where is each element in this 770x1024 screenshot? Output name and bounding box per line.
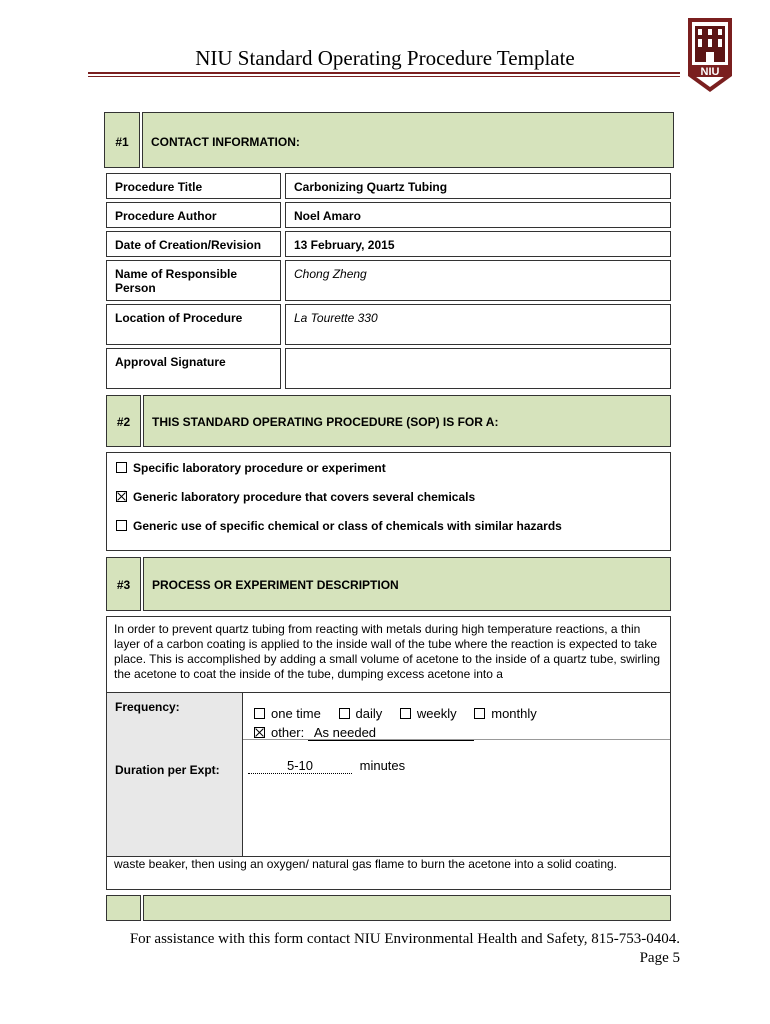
location-value-cell[interactable]	[285, 304, 671, 345]
checkbox-specific-procedure[interactable]	[116, 462, 127, 473]
option-generic-procedure[interactable]	[116, 490, 475, 504]
procedure-title-value: Carbonizing Quartz Tubing	[294, 180, 448, 194]
page-number: Page 5	[639, 950, 680, 966]
location-label: Location of Procedure	[115, 311, 243, 325]
process-description-box	[106, 616, 671, 890]
procedure-title-value-cell[interactable]	[285, 173, 671, 199]
frequency-weekly[interactable]	[400, 706, 457, 721]
sop-type-options	[106, 452, 671, 551]
procedure-title-label: Procedure Title	[115, 180, 203, 194]
footer-contact: For assistance with this form contact NIU Environmental Health and Safety, 815-753-0404.	[129, 931, 680, 947]
procedure-author-label-cell	[106, 202, 281, 228]
page-title: NIU Standard Operating Procedure Template	[195, 46, 575, 70]
frequency-daily[interactable]	[339, 706, 383, 721]
header-rule-thin	[88, 76, 680, 77]
location-value: La Tourette 330	[294, 311, 378, 325]
checkbox-monthly[interactable]	[474, 708, 485, 719]
approval-signature-field[interactable]	[285, 348, 671, 389]
checkbox-generic-procedure-checked[interactable]	[116, 491, 127, 502]
duration-row	[248, 758, 405, 774]
frequency-options-row	[254, 706, 537, 721]
section4-heading-cell	[143, 895, 671, 921]
section4-number-cell	[106, 895, 141, 921]
frequency-monthly[interactable]	[474, 706, 537, 721]
location-label-cell	[106, 304, 281, 345]
date-value-cell[interactable]	[285, 231, 671, 257]
option-specific-procedure-label: Specific laboratory procedure or experiment	[133, 461, 386, 475]
checkbox-other-checked[interactable]	[254, 727, 265, 738]
frequency-label: Frequency:	[115, 700, 180, 714]
section1-heading-cell	[142, 112, 674, 168]
section2-heading-cell	[143, 395, 671, 447]
frequency-other-row[interactable]	[254, 725, 474, 741]
section1-number-cell	[104, 112, 140, 168]
date-label: Date of Creation/Revision	[115, 238, 262, 252]
option-specific-procedure[interactable]	[116, 461, 386, 475]
date-label-cell	[106, 231, 281, 257]
procedure-author-value: Noel Amaro	[294, 209, 361, 223]
section1-heading: CONTACT INFORMATION:	[151, 135, 300, 149]
approval-signature-label-cell	[106, 348, 281, 389]
logo-text: NIU	[700, 66, 720, 78]
procedure-title-label-cell	[106, 173, 281, 199]
option-generic-procedure-label: Generic laboratory procedure that covers several chemicals	[133, 490, 476, 504]
frequency-one-time-label: one time	[271, 706, 321, 721]
option-generic-chemical-label: Generic use of specific chemical or class of chemicals with similar hazards	[133, 519, 562, 533]
section3-number-cell	[106, 557, 141, 611]
checkbox-one-time[interactable]	[254, 708, 265, 719]
responsible-person-value-cell[interactable]	[285, 260, 671, 301]
section3-number: #3	[116, 578, 131, 592]
responsible-person-label: Name of Responsible Person	[115, 267, 238, 295]
frequency-other-label: other:	[271, 725, 305, 740]
section3-heading-cell	[143, 557, 671, 611]
frequency-monthly-label: monthly	[491, 706, 537, 721]
section2-number-cell	[106, 395, 141, 447]
checkbox-daily[interactable]	[339, 708, 350, 719]
frequency-daily-label: daily	[355, 706, 383, 721]
approval-signature-label: Approval Signature	[115, 355, 226, 369]
option-generic-chemical[interactable]	[116, 519, 562, 533]
process-description-end: waste beaker, then using an oxygen/ natural gas flame to burn the acetone into a solid coating.	[114, 857, 617, 871]
niu-logo	[686, 14, 734, 94]
section1-number: #1	[115, 135, 129, 149]
responsible-person-value: Chong Zheng	[294, 267, 367, 281]
checkbox-generic-chemical[interactable]	[116, 520, 127, 531]
date-value: 13 February, 2015	[294, 238, 395, 252]
process-description-start: In order to prevent quartz tubing from reacting with metals during high temperature reactions, a thin layer of a carbon coating is applied to the inside wall of the tube where the reaction is expected to take place. This is accomplished by adding a small volume of acetone to the inside of a quartz tube, swirling the acetone to coat the inside of the tube, dumping excess acetone into a	[114, 622, 661, 681]
header-rule	[88, 72, 680, 74]
section3-heading: PROCESS OR EXPERIMENT DESCRIPTION	[152, 578, 399, 592]
procedure-author-value-cell[interactable]	[285, 202, 671, 228]
section2-heading: THIS STANDARD OPERATING PROCEDURE (SOP) IS FOR A:	[152, 415, 499, 429]
procedure-author-label: Procedure Author	[115, 209, 217, 223]
section2-number: #2	[116, 415, 131, 429]
frequency-weekly-label: weekly	[416, 706, 457, 721]
approval-signature-value	[286, 349, 670, 361]
responsible-person-label-cell	[106, 260, 281, 301]
frequency-one-time[interactable]	[254, 706, 321, 721]
checkbox-weekly[interactable]	[400, 708, 411, 719]
duration-label: Duration per Expt:	[115, 763, 220, 777]
frequency-other-input[interactable]: As needed	[308, 725, 474, 741]
duration-unit: minutes	[359, 758, 406, 773]
duration-input[interactable]: 5-10	[248, 758, 352, 774]
